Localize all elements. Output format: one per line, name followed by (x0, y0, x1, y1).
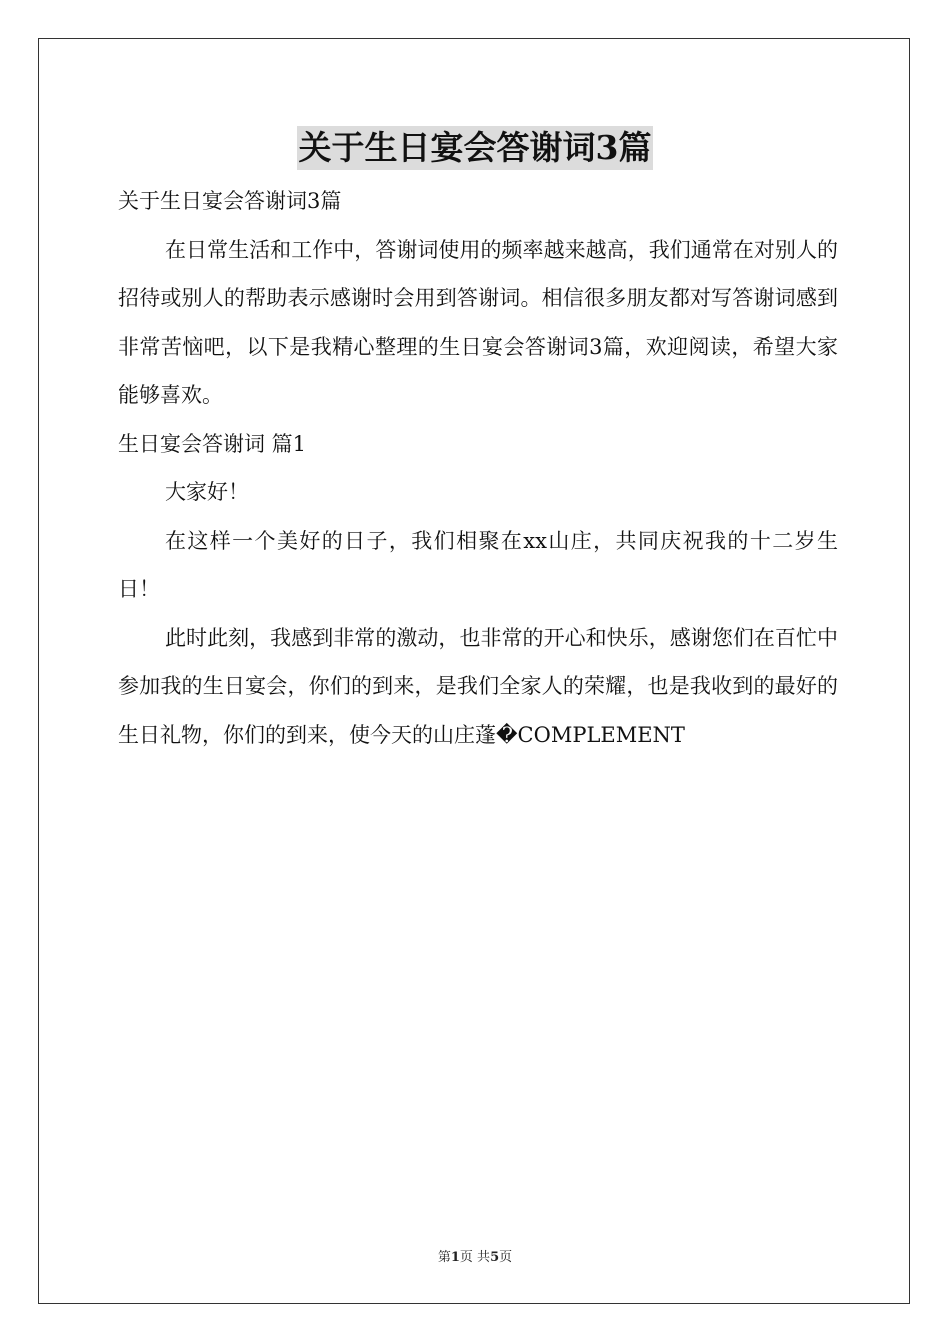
document-title: 关于生日宴会答谢词3篇 (297, 126, 654, 170)
footer-page-total: 5 (490, 1250, 500, 1265)
page-footer (0, 1246, 950, 1265)
body-paragraph: 此时此刻，我感到非常的激动，也非常的开心和快乐，感谢您们在百忙中参加我的生日宴会，你们的到来，是我们全家人的荣耀，也是我收到的最好的生日礼物，你们的到来，使今天的山庄蓬�COMPLEMENT (118, 625, 838, 747)
footer-mid: 页 共 (459, 1250, 491, 1265)
greeting-paragraph: 大家好！ (165, 480, 249, 504)
subtitle-line: 关于生日宴会答谢词3篇 (118, 189, 342, 213)
title-container (0, 126, 950, 170)
section-heading: 生日宴会答谢词 篇1 (118, 431, 307, 456)
footer-suffix: 页 (499, 1250, 513, 1265)
footer-page-number: 1 (450, 1250, 460, 1265)
footer-prefix: 第 (437, 1250, 451, 1265)
intro-paragraph: 在日常生活和工作中，答谢词使用的频率越来越高，我们通常在对别人的招待或别人的帮助表示感谢时会用到答谢词。相信很多朋友都对写答谢词感到非常苦恼吧，以下是我精心整理的生日宴会答谢词3篇，欢迎阅读，希望大家能够喜欢。 (118, 237, 838, 407)
body-paragraph: 在这样一个美好的日子，我们相聚在xx山庄，共同庆祝我的十二岁生日！ (118, 528, 838, 601)
document-body (118, 177, 838, 759)
